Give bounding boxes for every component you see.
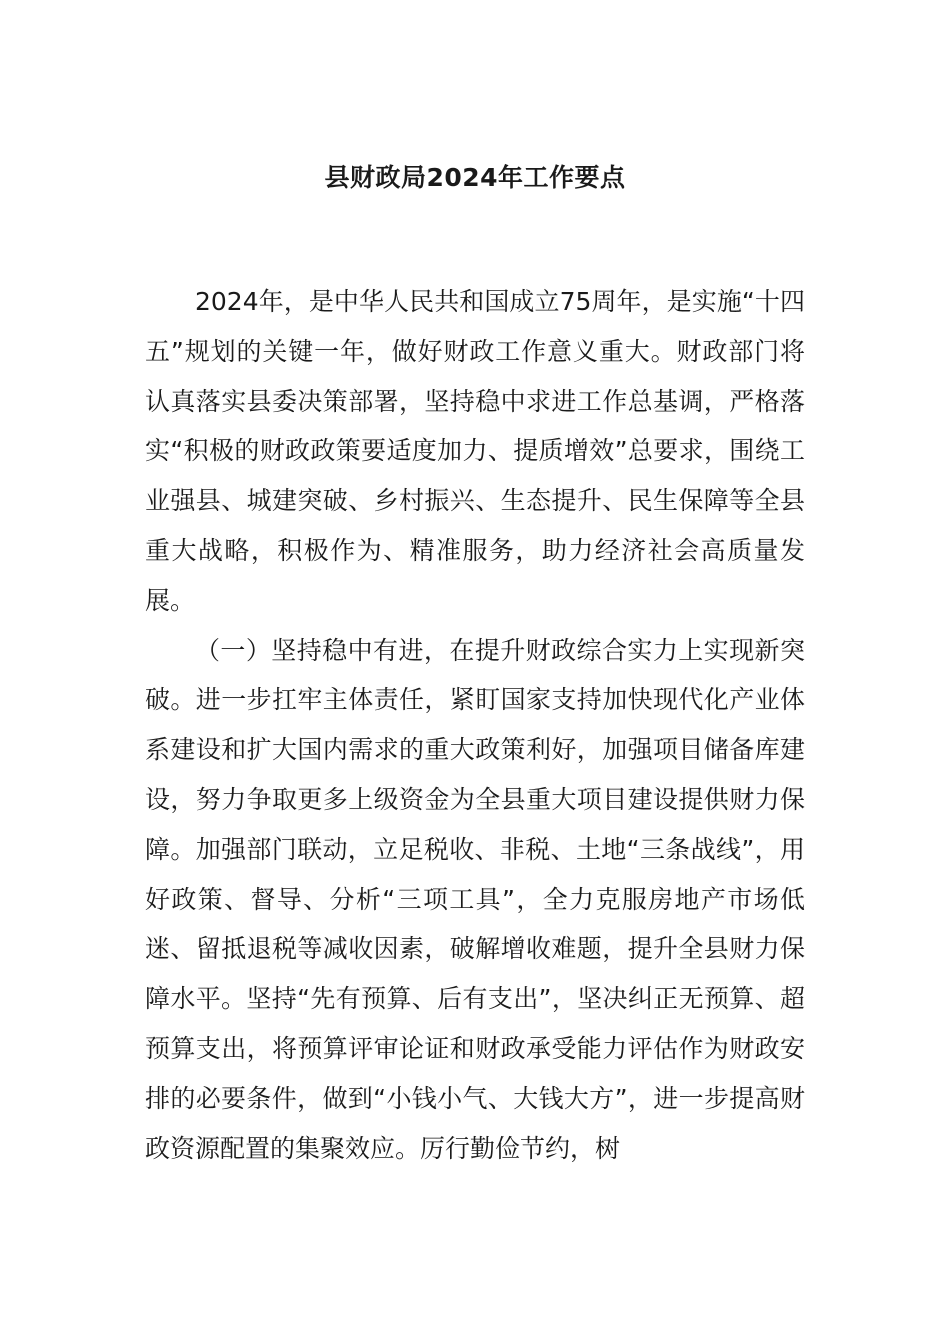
intro-paragraph: 2024年，是中华人民共和国成立75周年，是实施“十四五”规划的关键一年，做好财政工作意义重大。财政部门将认真落实县委决策部署，坚持稳中求进工作总基调，严格落实“积极的财政政策要适度加力、提质增效”总要求，围绕工业强县、城建突破、乡村振兴、生态提升、民生保障等全县重大战略，积极作为、精准服务，助力经济社会高质量发展。 (145, 287, 805, 615)
document-title: 县财政局2024年工作要点 (324, 163, 626, 192)
section-one-paragraph: （一）坚持稳中有进，在提升财政综合实力上实现新突破。进一步扛牢主体责任，紧盯国家支持加快现代化产业体系建设和扩大国内需求的重大政策利好，加强项目储备库建设，努力争取更多上级资金为全县重大项目建设提供财力保障。加强部门联动，立足税收、非税、土地“三条战线”，用好政策、督导、分析“三项工具”，全力克服房地产市场低迷、留抵退税等减收因素，破解增收难题，提升全县财力保障水平。坚持“先有预算、后有支出”，坚决纠正无预算、超预算支出，将预算评审论证和财政承受能力评估作为财政安排的必要条件，做到“小钱小气、大钱大方”，进一步提高财政资源配置的集聚效应。厉行勤俭节约，树 (145, 635, 805, 1163)
document-body (145, 277, 805, 1173)
